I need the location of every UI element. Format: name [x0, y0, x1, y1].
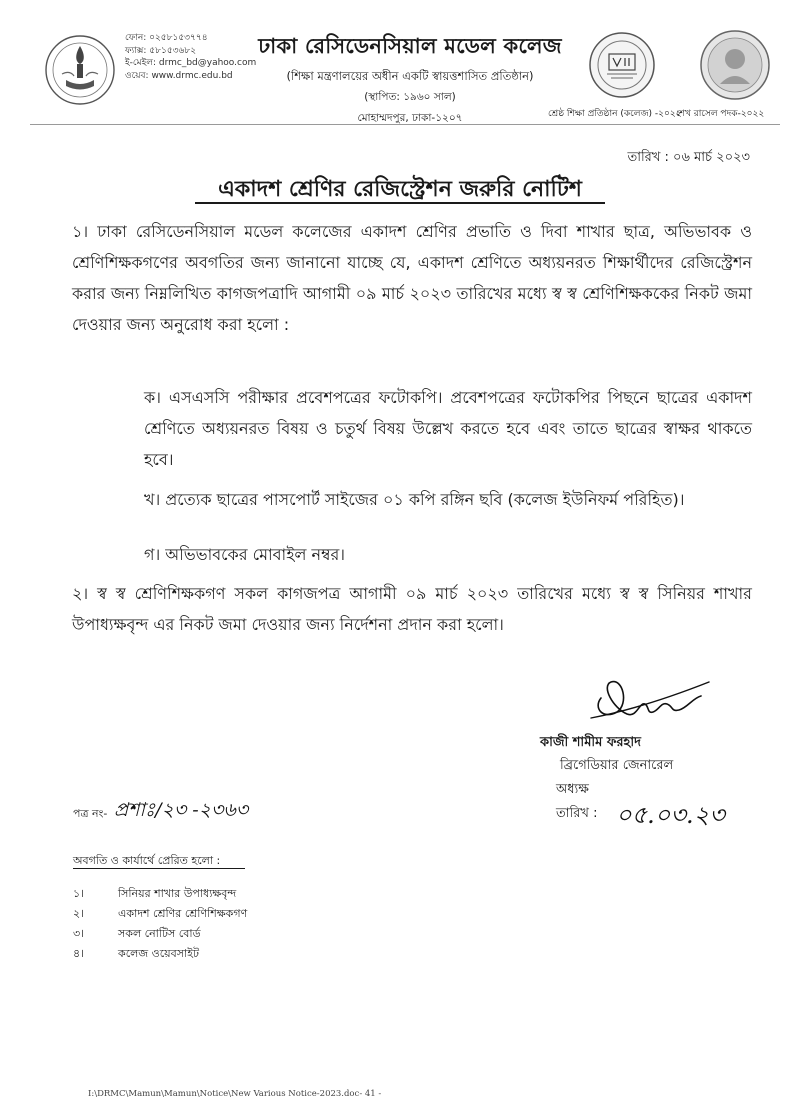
- email-text: ই-মেইল: drmc_bd@yahoo.com: [125, 58, 257, 68]
- award1-caption: শ্রেষ্ঠ শিক্ষা প্রতিষ্ঠান (কলেজ) -২০২২: [548, 109, 682, 119]
- address-text: মোহাম্মদপুর, ঢাকা-১২০৭: [357, 112, 463, 124]
- handwritten-reference-text: প্রশাঃ/২৩ -২৩৬৩: [114, 799, 249, 821]
- notice-title: একাদশ শ্রেণির রেজিস্ট্রেশন জরুরি নোটিশ: [218, 177, 582, 202]
- college-emblem-icon: [40, 30, 120, 110]
- distribution-list: [73, 884, 247, 964]
- web-text: ওয়েব: www.drmc.edu.bd: [125, 70, 233, 81]
- handwritten-signature-icon: [583, 668, 718, 728]
- file-path-footer: I:\DRMC\Mamun\Mamun\Notice\New Various Notice-2023.doc- 41 -: [88, 1089, 382, 1099]
- list-item: [73, 904, 247, 924]
- distribution-title: অবগতি ও কার্যার্থে প্রেরিত হলো :: [73, 854, 221, 867]
- signatory-rank: ব্রিগেডিয়ার জেনারেল: [560, 758, 674, 773]
- paragraph-2: ২। স্ব স্ব শ্রেণিশিক্ষকগণ সকল কাগজপত্র আগামী ০৯ মার্চ ২০২৩ তারিখের মধ্যে স্ব স্ব সিনিয়র শাখার উপাধ্যক্ষবৃন্দ এর নিকট জমা দেওয়ার জন্য নির্দেশনা প্রদান করা হলো।: [72, 584, 752, 634]
- signatory-name: কাজী শামীম ফরহাদ: [540, 735, 641, 750]
- distribution-underline: [73, 868, 245, 869]
- sheikh-russel-medal-icon: [698, 28, 772, 102]
- list-item: [73, 944, 247, 964]
- header-divider: [30, 124, 780, 125]
- handwritten-date: [610, 795, 750, 835]
- signature-date-label: তারিখ :: [556, 806, 598, 821]
- list-item-number: ৩।: [73, 926, 85, 940]
- list-item-number: ২।: [73, 906, 85, 920]
- item-ga: গ। অভিভাবকের মোবাইল নম্বর।: [144, 545, 346, 564]
- list-item-number: ৪।: [73, 946, 85, 960]
- title-underline: [195, 202, 605, 204]
- phone-text: ফোন: ০২৫৮১৫৩৭৭৪: [125, 33, 208, 43]
- list-item: [73, 924, 247, 944]
- best-institution-medal-icon: [587, 30, 657, 100]
- paragraph-1: ১। ঢাকা রেসিডেনসিয়াল মডেল কলেজের একাদশ শ্রেণির প্রভাতি ও দিবা শাখার ছাত্র, অভিভাবক ও শ্রেণিশিক্ষকগণের অবগতির জন্য জানানো যাচ্ছে যে, একাদশ শ্রেণিতে অধ্যয়নরত শিক্ষার্থীদের রেজিস্ট্রেশন করার জন্য নিম্নলিখিত কাগজপত্রাদি আগামী ০৯ মার্চ ২০২৩ তারিখের মধ্যে স্ব স্ব শ্রেণিশিক্ষককের নিকট জমা দেওয়ার জন্য অনুরোধ করা হলো :: [72, 222, 752, 334]
- letterhead: [240, 30, 580, 128]
- item-ka: ক। এসএসসি পরীক্ষার প্রবেশপত্রের ফটোকপি। প্রবেশপত্রের ফটোকপির পিছনে ছাত্রের একাদশ শ্রেণিতে অধ্যয়নরত বিষয় ও চতুর্থ বিষয় উল্লেখ করতে হবে এবং তাতে ছাত্রের স্বাক্ষর থাকতে হবে।: [144, 388, 752, 469]
- award2-caption: শেখ রাসেল পদক-২০২২: [676, 109, 765, 119]
- list-item-text: সকল নোটিস বোর্ড: [118, 926, 201, 940]
- established-text: (স্থাপিত: ১৯৬০ সাল): [364, 91, 456, 103]
- list-item-text: কলেজ ওয়েবসাইট: [118, 946, 199, 960]
- reference-label: পত্র নং-: [73, 807, 108, 820]
- signatory-role: অধ্যক্ষ: [556, 782, 589, 797]
- handwritten-date-text: ০৫.০৩.২৩: [616, 801, 725, 829]
- list-item-number: ১।: [73, 886, 85, 900]
- institution-subtitle: (শিক্ষা মন্ত্রণালয়ের অধীন একটি স্বায়ত্তশাসিত প্রতিষ্ঠান): [286, 69, 534, 83]
- list-item-text: একাদশ শ্রেণির শ্রেণিশিক্ষকগণ: [118, 906, 248, 920]
- notice-date: তারিখ : ০৬ মার্চ ২০২৩: [627, 150, 750, 165]
- fax-text: ফ্যাক্স: ৫৮১৫৩৬৮২: [125, 45, 197, 56]
- list-item-text: সিনিয়র শাখার উপাধ্যক্ষবৃন্দ: [118, 886, 237, 900]
- list-item: [73, 884, 247, 904]
- institution-name: ঢাকা রেসিডেনসিয়াল মডেল কলেজ: [258, 34, 562, 58]
- contact-block: [125, 32, 255, 82]
- item-kha: খ। প্রত্যেক ছাত্রের পাসপোর্ট সাইজের ০১ কপি রঙ্গিন ছবি (কলেজ ইউনিফর্ম পরিহিত)।: [144, 490, 685, 509]
- handwritten-reference: [110, 792, 270, 826]
